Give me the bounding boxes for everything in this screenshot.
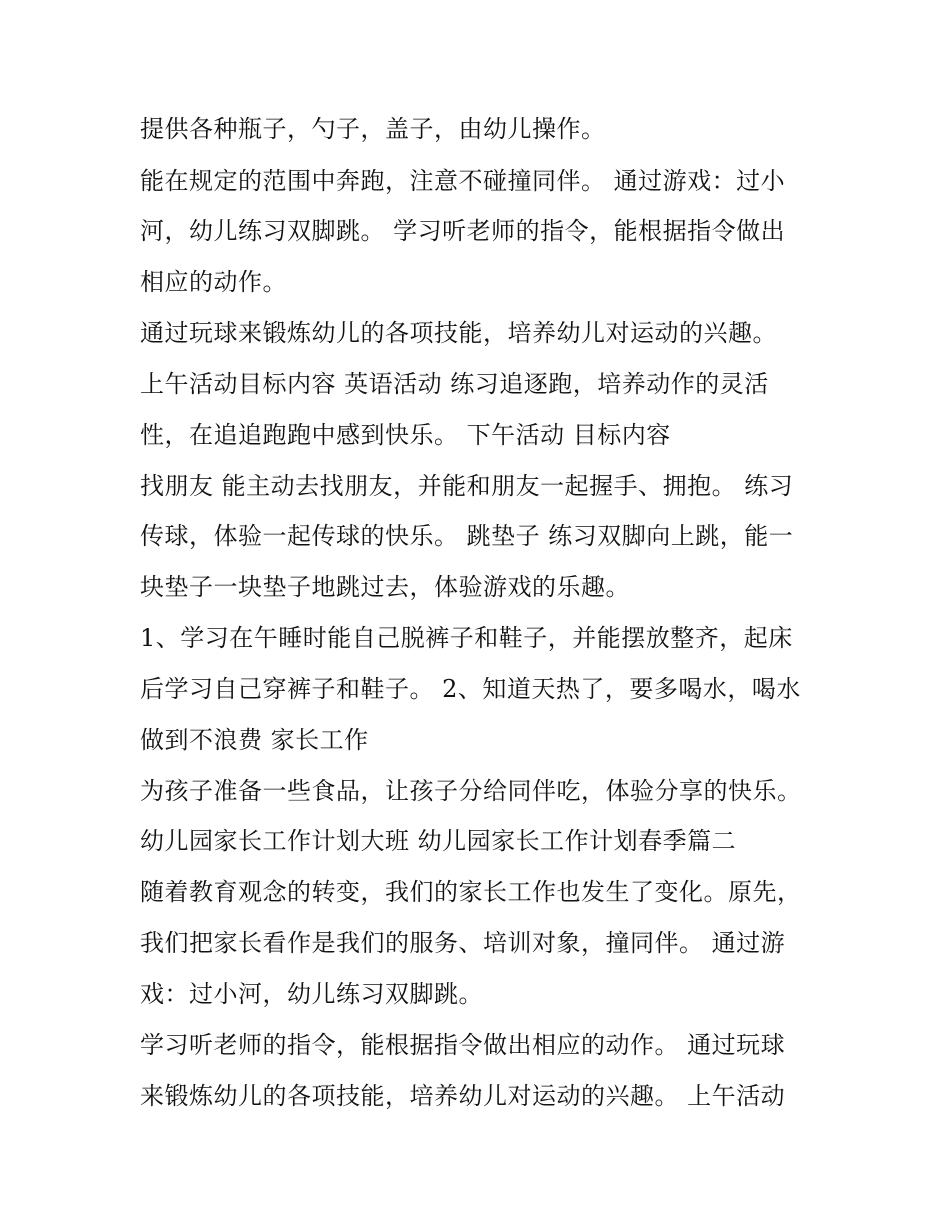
text-line: 能在规定的范围中奔跑，注意不碰撞同伴。 通过游戏：过小 (140, 167, 786, 195)
text-line: 后学习自己穿裤子和鞋子。 2、知道天热了，要多喝水，喝水 (140, 675, 801, 703)
text-line: 我们把家长看作是我们的服务、培训对象，撞同伴。 通过游 (140, 929, 786, 957)
text-line: 来锻炼幼儿的各项技能，培养幼儿对运动的兴趣。 上午活动 (140, 1082, 786, 1110)
text-line: 提供各种瓶子，勺子，盖子，由幼儿操作。 (140, 115, 606, 143)
text-line: 上午活动目标内容 英语活动 练习追逐跑，培养动作的灵活 (140, 370, 769, 398)
text-line: 学习听老师的指令，能根据指令做出相应的动作。 通过玩球 (140, 1031, 786, 1059)
text-line: 1、学习在午睡时能自己脱裤子和鞋子，并能摆放整齐，起床 (140, 624, 793, 652)
text-line: 相应的动作。 (140, 268, 287, 296)
text-line: 做到不浪费 家长工作 (140, 726, 369, 754)
text-line: 幼儿园家长工作计划大班 幼儿园家长工作计划春季篇二 (140, 827, 737, 855)
text-line: 找朋友 能主动去找朋友，并能和朋友一起握手、拥抱。 练习 (140, 472, 794, 500)
text-line: 性，在追追跑跑中感到快乐。 下午活动 目标内容 (140, 421, 671, 449)
text-line: 河，幼儿练习双脚跳。 学习听老师的指令，能根据指令做出 (140, 217, 786, 245)
text-line: 通过玩球来锻炼幼儿的各项技能，培养幼儿对运动的兴趣。 (140, 319, 777, 347)
text-line: 戏：过小河，幼儿练习双脚跳。 (140, 980, 483, 1008)
text-line: 为孩子准备一些食品，让孩子分给同伴吃，体验分享的快乐。 (140, 777, 802, 805)
text-line: 随着教育观念的转变，我们的家长工作也发生了变化。原先， (140, 878, 802, 906)
text-line: 传球，体验一起传球的快乐。 跳垫子 练习双脚向上跳，能一 (140, 522, 794, 550)
text-line: 块垫子一块垫子地跳过去，体验游戏的乐趣。 (140, 573, 630, 601)
